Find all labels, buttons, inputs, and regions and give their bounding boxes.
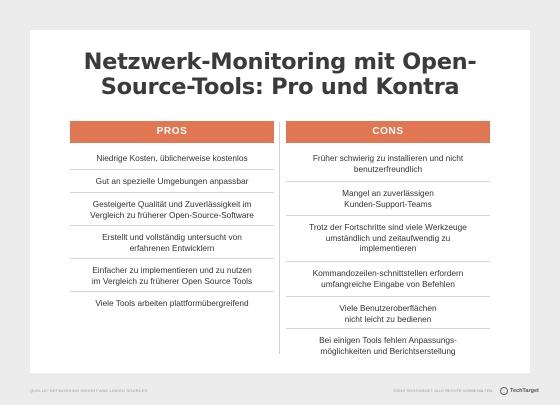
- cons-separator: [286, 261, 490, 262]
- cons-column: [286, 121, 490, 356]
- cons-item-line: nicht leicht zu bedienen: [344, 313, 432, 324]
- infographic-card: [30, 30, 530, 373]
- title-line-1: Netzwerk-Monitoring mit Open-: [83, 49, 477, 75]
- cons-item: [286, 303, 490, 324]
- pros-item-line: erfahrenen Entwicklern: [129, 242, 215, 253]
- pros-item-line: Viele Tools arbeiten plattformübergreifend: [95, 298, 249, 308]
- cons-item-line: umfangreiche Eingabe von Befehlen: [321, 278, 455, 289]
- cons-separator: [286, 181, 490, 182]
- pros-separator: [70, 258, 274, 259]
- cons-item-line: umständlich und zeitaufwendig zu: [325, 232, 451, 243]
- pros-separator: [70, 225, 274, 226]
- pros-item-line: im Vergleich zu früherer Open Source Tools: [91, 275, 253, 286]
- pros-item: [70, 232, 274, 253]
- cons-item-line: implementieren: [359, 243, 417, 253]
- logo-mark-icon: [500, 387, 508, 395]
- cons-separator: [286, 328, 490, 329]
- cons-item-line: Viele Benutzeroberflächen: [339, 303, 437, 313]
- pros-item-line: Gut an spezielle Umgebungen anpassbar: [95, 176, 249, 186]
- cons-item-line: möglichkeiten und Berichtserstellung: [320, 345, 456, 356]
- cons-item: [286, 153, 490, 174]
- pros-item: [70, 153, 274, 164]
- pros-item: [70, 176, 274, 187]
- techtarget-logo: [500, 385, 539, 397]
- column-divider: [279, 122, 280, 354]
- pros-item-line: Erstellt und vollständig untersucht von: [102, 232, 242, 242]
- cons-item-line: Mangel an zuverlässigen: [342, 188, 434, 198]
- pros-item-line: Niedrige Kosten, üblicherweise kostenlos: [96, 153, 248, 163]
- pros-header: PROS: [70, 121, 274, 143]
- cons-item-line: Trotz der Fortschritte sind viele Werkzeuge: [309, 222, 467, 232]
- page-title: [30, 50, 530, 100]
- cons-item-line: Kommandozeilen-schnittstellen erfordern: [312, 268, 464, 278]
- pros-column: [70, 121, 274, 308]
- pros-separator: [70, 192, 274, 193]
- cons-header: CONS: [286, 121, 490, 143]
- pros-item: [70, 298, 274, 309]
- cons-separator: [286, 296, 490, 297]
- cons-item: [286, 222, 490, 254]
- source-note: QUELLE: NETWORKING INSIGHT AND LINKED SOURCES: [30, 388, 148, 393]
- cons-separator: [286, 215, 490, 216]
- title-line-2: Source-Tools: Pro und Kontra: [100, 74, 460, 100]
- cons-item: [286, 188, 490, 209]
- pros-item: [70, 265, 274, 286]
- pros-separator: [70, 291, 274, 292]
- pros-item-line: Gesteigerte Qualität und Zuverlässigkeit im: [92, 199, 252, 209]
- cons-item-line: Kunden-Support-Teams: [344, 198, 432, 209]
- cons-item-line: benutzerfreundlich: [353, 163, 423, 174]
- pros-separator: [70, 169, 274, 170]
- pros-item-line: Vergleich zu früherer Open-Source-Software: [90, 209, 254, 220]
- cons-item: [286, 335, 490, 356]
- cons-item-line: Bei einigen Tools fehlen Anpassungs-: [319, 335, 457, 345]
- copyright-note: ©2019 TECHTARGET. ALLE RECHTE VORBEHALTEN.: [393, 388, 494, 393]
- cons-item: [286, 268, 490, 289]
- logo-text: TechTarget: [510, 388, 539, 394]
- pros-item: [70, 199, 274, 220]
- pros-item-line: Einfacher zu implementieren und zu nutzen: [92, 265, 252, 275]
- cons-item-line: Früher schwierig zu installieren und nicht: [312, 153, 464, 163]
